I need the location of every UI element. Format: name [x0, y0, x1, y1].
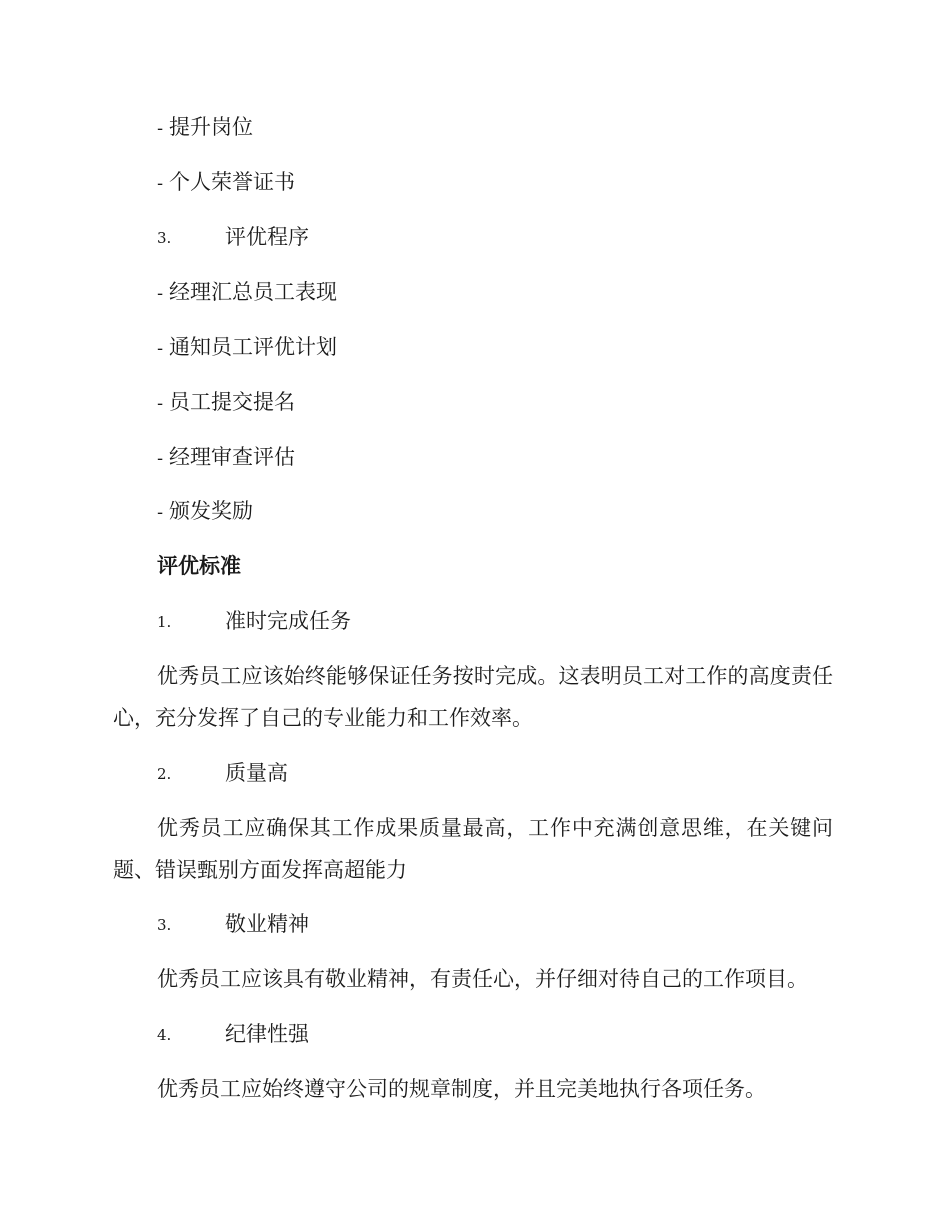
- procedure-step: [157, 333, 337, 363]
- procedure-number: 3.: [157, 229, 172, 247]
- criterion-title: 质量高: [225, 761, 288, 785]
- dash-bullet: -: [157, 174, 164, 194]
- criterion-heading: [157, 607, 351, 636]
- procedure-heading: [157, 223, 309, 252]
- criterion-body: 优秀员工应该具有敬业精神，有责任心，并仔细对待自己的工作项目。: [157, 967, 808, 991]
- dash-bullet: -: [157, 339, 164, 359]
- procedure-title: 评优程序: [225, 225, 309, 249]
- procedure-step: [157, 443, 295, 473]
- procedure-step: [157, 497, 253, 527]
- procedure-step-text: 通知员工评优计划: [169, 335, 337, 359]
- criterion-number: 4.: [157, 1026, 172, 1044]
- criterion-number: 3.: [157, 916, 172, 934]
- dash-bullet: -: [157, 449, 164, 469]
- criteria-heading: 评优标准: [157, 553, 241, 578]
- criterion-title: 纪律性强: [225, 1022, 309, 1046]
- procedure-step-text: 经理汇总员工表现: [169, 280, 337, 304]
- reward-item-text: 个人荣誉证书: [169, 170, 295, 194]
- dash-bullet: -: [157, 284, 164, 304]
- reward-item-certificate: [157, 168, 295, 198]
- dash-bullet: -: [157, 119, 164, 139]
- criterion-heading: [157, 1020, 309, 1049]
- criterion-body: 优秀员工应确保其工作成果质量最高，工作中充满创意思维，在关键问题、错误甄别方面发挥高超能力: [113, 816, 833, 882]
- reward-item-promotion: [157, 113, 253, 143]
- criterion-heading: [157, 759, 288, 788]
- procedure-step-text: 经理审查评估: [169, 445, 295, 469]
- reward-item-text: 提升岗位: [169, 115, 253, 139]
- dash-bullet: -: [157, 503, 164, 523]
- criterion-heading: [157, 910, 309, 939]
- criterion-number: 1.: [157, 613, 172, 631]
- criterion-title: 准时完成任务: [225, 609, 351, 633]
- criterion-body: 优秀员工应该始终能够保证任务按时完成。这表明员工对工作的高度责任心，充分发挥了自己的专业能力和工作效率。: [113, 664, 833, 730]
- procedure-step: [157, 388, 295, 418]
- criterion-body: 优秀员工应始终遵守公司的规章制度，并且完美地执行各项任务。: [157, 1077, 766, 1101]
- procedure-step-text: 颁发奖励: [169, 499, 253, 523]
- dash-bullet: -: [157, 394, 164, 414]
- procedure-step: [157, 278, 337, 308]
- criterion-number: 2.: [157, 765, 172, 783]
- criterion-title: 敬业精神: [225, 912, 309, 936]
- procedure-step-text: 员工提交提名: [169, 390, 295, 414]
